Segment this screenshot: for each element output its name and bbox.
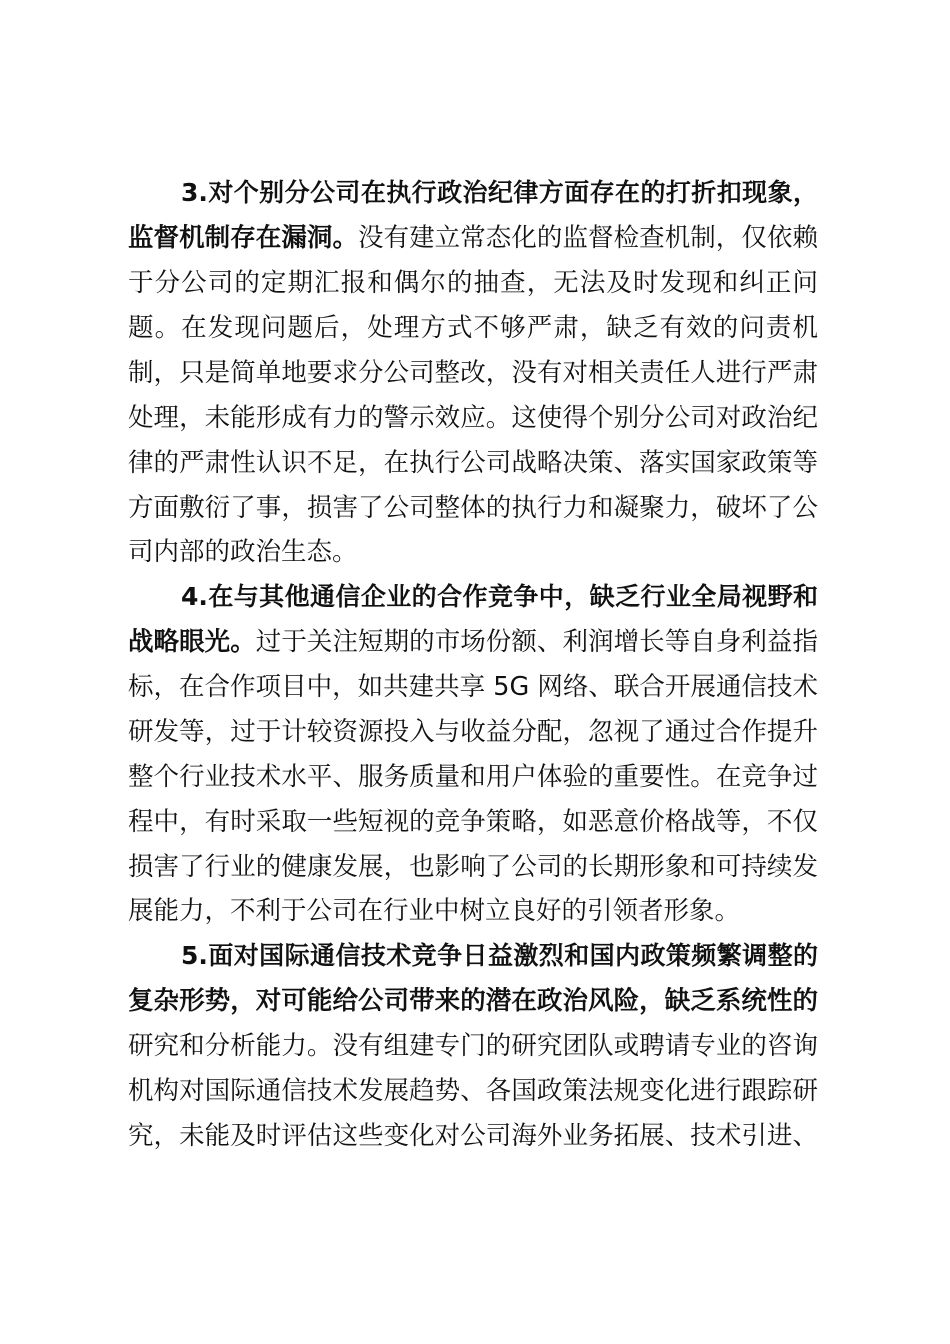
paragraph-3-line-2: [128, 216, 818, 260]
paragraph-3-heading-text: 监督机制存在漏洞。: [128, 223, 359, 253]
paragraph-5-line-4: [128, 1069, 818, 1113]
paragraph-3-body-text: 司内部的政治生态。: [128, 537, 358, 567]
paragraph-3-line-1: [181, 171, 818, 215]
paragraph-5-body-text: 研究和分析能力。没有组建专门的研究团队或聘请专业的咨询: [128, 1031, 818, 1061]
paragraph-4-line-1: [181, 575, 818, 619]
paragraph-4-body-text: 损害了行业的健康发展，也影响了公司的长期形象和可持续发: [128, 852, 818, 882]
paragraph-3-body-text: 处理，未能形成有力的警示效应。这使得个别分公司对政治纪: [128, 403, 818, 433]
paragraph-3-body-text: 律的严肃性认识不足，在执行公司战略决策、落实国家政策等: [128, 448, 818, 478]
paragraph-4-line-5: [128, 755, 818, 799]
paragraph-5-body-text: 机构对国际通信技术发展趋势、各国政策法规变化进行跟踪研: [128, 1076, 818, 1106]
paragraph-5-line-3: [128, 1024, 818, 1068]
paragraph-5-line-5: [128, 1114, 818, 1158]
paragraph-4-heading-text: 4.在与其他通信企业的合作竞争中，缺乏行业全局视野和: [181, 582, 818, 611]
paragraph-4-heading-text: 战略眼光。: [128, 627, 256, 657]
paragraph-3-line-9: [128, 530, 818, 574]
paragraph-4-body-text: 程中，有时采取一些短视的竞争策略，如恶意价格战等，不仅: [128, 807, 818, 837]
paragraph-4-body-text: 展能力，不利于公司在行业中树立良好的引领者形象。: [128, 896, 741, 926]
paragraph-5-line-2: [128, 979, 818, 1023]
paragraph-5-heading-text: 复杂形势，对可能给公司带来的潜在政治风险，缺乏系统性的: [128, 986, 818, 1016]
paragraph-3-line-3: [128, 261, 818, 305]
paragraph-3-line-8: [128, 486, 818, 530]
paragraph-3-line-4: [128, 306, 818, 350]
paragraph-4-body-text: 整个行业技术水平、服务质量和用户体验的重要性。在竞争过: [128, 762, 818, 792]
paragraph-4-line-3: [128, 665, 818, 709]
paragraph-3-body-text: 于分公司的定期汇报和偶尔的抽查，无法及时发现和纠正问: [128, 268, 818, 298]
paragraph-4-body-text: 标，在合作项目中，如共建共享 5G 网络、联合开展通信技术: [128, 672, 818, 702]
paragraph-4-line-2: [128, 620, 818, 664]
paragraph-4-line-4: [128, 710, 818, 754]
paragraph-5-line-1: [181, 934, 818, 978]
paragraph-4-line-8: [128, 889, 818, 933]
paragraph-3-line-5: [128, 351, 818, 395]
paragraph-3-heading-text: 3.对个别分公司在执行政治纪律方面存在的打折扣现象，: [181, 178, 818, 207]
paragraph-3-body-text: 方面敷衍了事，损害了公司整体的执行力和凝聚力，破坏了公: [128, 493, 818, 523]
paragraph-4-line-6: [128, 800, 818, 844]
paragraph-3-line-6: [128, 396, 818, 440]
paragraph-4-line-7: [128, 845, 818, 889]
paragraph-4-body-text: 过于关注短期的市场份额、利润增长等自身利益指: [255, 627, 818, 657]
paragraph-5-heading-text: 5.面对国际通信技术竞争日益激烈和国内政策频繁调整的: [181, 941, 818, 970]
paragraph-5-body-text: 究，未能及时评估这些变化对公司海外业务拓展、技术引进、: [128, 1121, 818, 1151]
paragraph-3-body-text: 没有建立常态化的监督检查机制，仅依赖: [358, 223, 818, 253]
paragraph-3-body-text: 制，只是简单地要求分公司整改，没有对相关责任人进行严肃: [128, 358, 818, 388]
paragraph-4-body-text: 研发等，过于计较资源投入与收益分配，忽视了通过合作提升: [128, 717, 818, 747]
paragraph-3-line-7: [128, 441, 818, 485]
paragraph-3-body-text: 题。在发现问题后，处理方式不够严肃，缺乏有效的问责机: [128, 313, 818, 343]
